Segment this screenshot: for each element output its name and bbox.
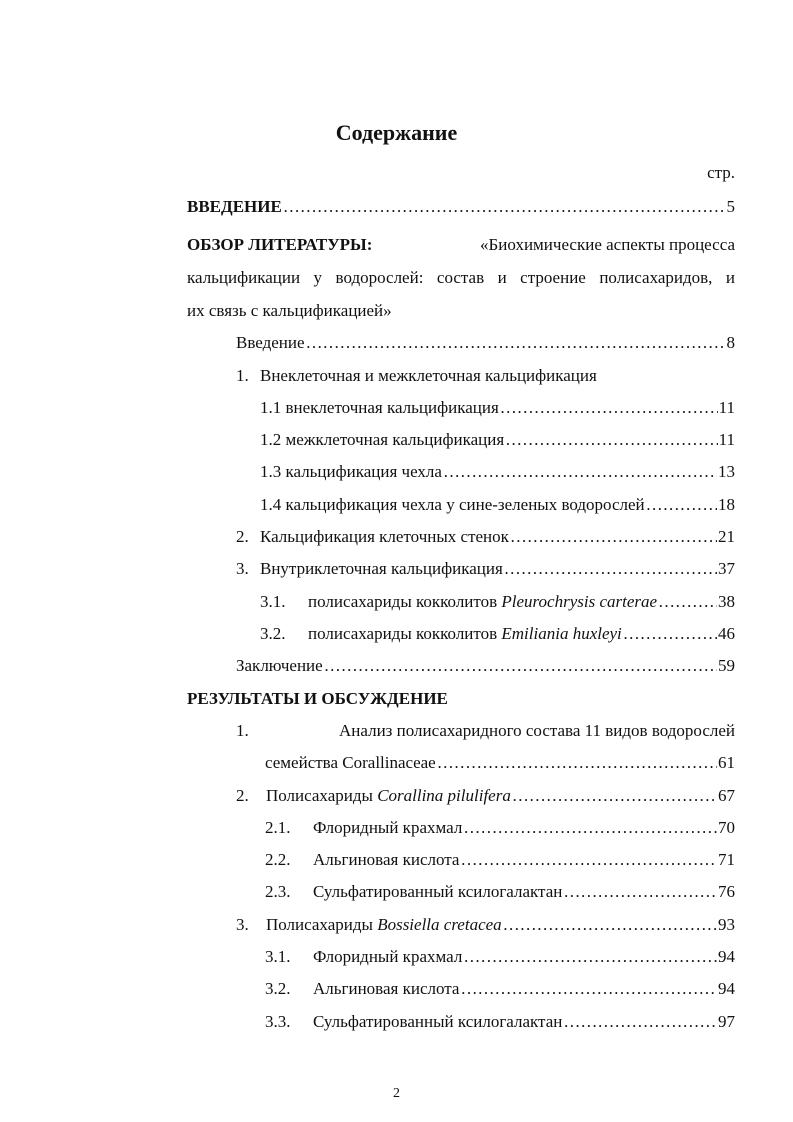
toc-entry-review-intro [236,332,735,354]
toc-page: 67 [718,786,735,805]
leader-dots [646,494,717,516]
toc-number: 3.2. [260,624,286,643]
leader-dots [443,461,717,483]
toc-entry-result-1 [236,720,735,742]
toc-entry-1-3 [260,461,735,483]
toc-entry-3-1-results [265,946,735,968]
leader-dots [306,332,726,354]
leader-dots [463,817,717,839]
toc-number: 1. [236,721,249,740]
toc-page: 11 [718,430,735,449]
toc-page: 59 [718,656,735,675]
leader-dots [460,978,717,1000]
leader-dots [283,196,726,218]
toc-entry-results: РЕЗУЛЬТАТЫ И ОБСУЖДЕНИЕ [187,689,448,708]
toc-label: Флоридный крахмал [313,818,463,837]
toc-number: 2. [236,786,249,805]
toc-label: Сульфатированный ксилогалактан [313,1012,563,1031]
toc-label: 1.3 кальцификация чехла [260,462,442,481]
leader-dots [504,558,717,580]
leader-dots [505,429,717,451]
toc-number: 3.2. [265,979,291,998]
toc-label: семейства Corallinaceae [265,753,436,772]
toc-entry-result-3 [236,914,735,936]
toc-page: 5 [726,197,735,216]
leader-dots [512,785,717,807]
review-title-line3: их связь с кальцификацией» [187,301,392,320]
leader-dots [563,1011,717,1033]
toc-page: 70 [718,818,735,837]
toc-label: Полисахариды [266,786,378,805]
toc-page: 46 [718,624,735,643]
toc-entry-1-1 [260,397,735,419]
toc-entry-conclusion [236,655,735,677]
toc-entry-result-1-cont [265,752,735,774]
toc-entry-2-1 [265,817,735,839]
toc-number: 2.1. [265,818,291,837]
toc-number: 2.2. [265,850,291,869]
toc-label: полисахариды кокколитов [308,624,502,643]
toc-entry-intro [187,196,735,218]
species-name: Emiliania huxleyi [501,624,622,643]
toc-page: 37 [718,559,735,578]
toc-number: 3.1. [260,592,286,611]
leader-dots [503,914,717,936]
toc-page: 76 [718,882,735,901]
toc-entry-section-1 [236,365,597,387]
toc-entry-2-3 [265,881,735,903]
toc-label: ВВЕДЕНИЕ [187,197,282,216]
toc-entry-section-3 [236,558,735,580]
toc-number: 2.3. [265,882,291,901]
toc-label: Альгиновая кислота [313,850,460,869]
toc-entry-result-2 [236,785,735,807]
page-column-label: стр. [707,163,735,182]
toc-label: Кальцификация клеточных стенок [260,527,509,546]
toc-page: 94 [718,979,735,998]
toc-entry-review [187,228,735,327]
toc-page: 8 [726,333,735,352]
toc-page: 97 [718,1012,735,1031]
leader-dots [460,849,717,871]
toc-page: 61 [718,753,735,772]
toc-page: 13 [718,462,735,481]
toc-label: Флоридный крахмал [313,947,463,966]
toc-page: 71 [718,850,735,869]
toc-entry-1-4 [260,494,735,516]
toc-entry-3-2-results [265,978,735,1000]
toc-number: 3.3. [265,1012,291,1031]
toc-page: 38 [718,592,735,611]
leader-dots [500,397,718,419]
leader-dots [623,623,717,645]
toc-label: 1.1 внеклеточная кальцификация [260,398,499,417]
toc-label: Альгиновая кислота [313,979,460,998]
toc-label: Внеклеточная и межклеточная кальцификация [260,366,597,385]
toc-entry-1-2 [260,429,735,451]
toc-label: 1.2 межклеточная кальцификация [260,430,505,449]
leader-dots [563,881,717,903]
leader-dots [510,526,717,548]
toc-label: Введение [236,333,305,352]
toc-number: 1. [236,366,249,385]
toc-number: 3. [236,559,249,578]
page-title: Содержание [335,120,458,145]
toc-entry-3-3-results [265,1011,735,1033]
species-name: Corallina pilulifera [377,786,511,805]
toc-entry-2-2 [265,849,735,871]
toc-page: 18 [718,495,735,514]
toc-page: 94 [718,947,735,966]
toc-number: 3. [236,915,249,934]
toc-entry-3-2 [260,623,735,645]
toc-label: ОБЗОР ЛИТЕРАТУРЫ: [187,235,373,254]
leader-dots [658,591,717,613]
toc-label: Заключение [236,656,323,675]
toc-page: 11 [718,398,735,417]
leader-dots [437,752,717,774]
toc-page: 21 [718,527,735,546]
toc-number: 3.1. [265,947,291,966]
toc-label: Полисахариды [266,915,378,934]
species-name: Bossiella cretacea [377,915,502,934]
page-number: 2 [393,1086,400,1101]
leader-dots [324,655,717,677]
toc-label: 1.4 кальцификация чехла у сине-зеленых водорослей [260,495,645,514]
toc-number: 2. [236,527,249,546]
toc-label: Анализ полисахаридного состава 11 видов водорослей [339,721,735,740]
toc-label: Внутриклеточная кальцификация [260,559,503,578]
review-title-line2: кальцификации у водорослей: состав и строение полисахаридов, и [187,268,735,287]
toc-entry-3-1 [260,591,735,613]
toc-entry-section-2 [236,526,735,548]
toc-page: 93 [718,915,735,934]
species-name: Pleurochrysis carterae [501,592,658,611]
review-title-line1: «Биохимические аспекты процесса [480,235,735,254]
toc-label: полисахариды кокколитов [308,592,502,611]
toc-label: Сульфатированный ксилогалактан [313,882,563,901]
leader-dots [463,946,717,968]
